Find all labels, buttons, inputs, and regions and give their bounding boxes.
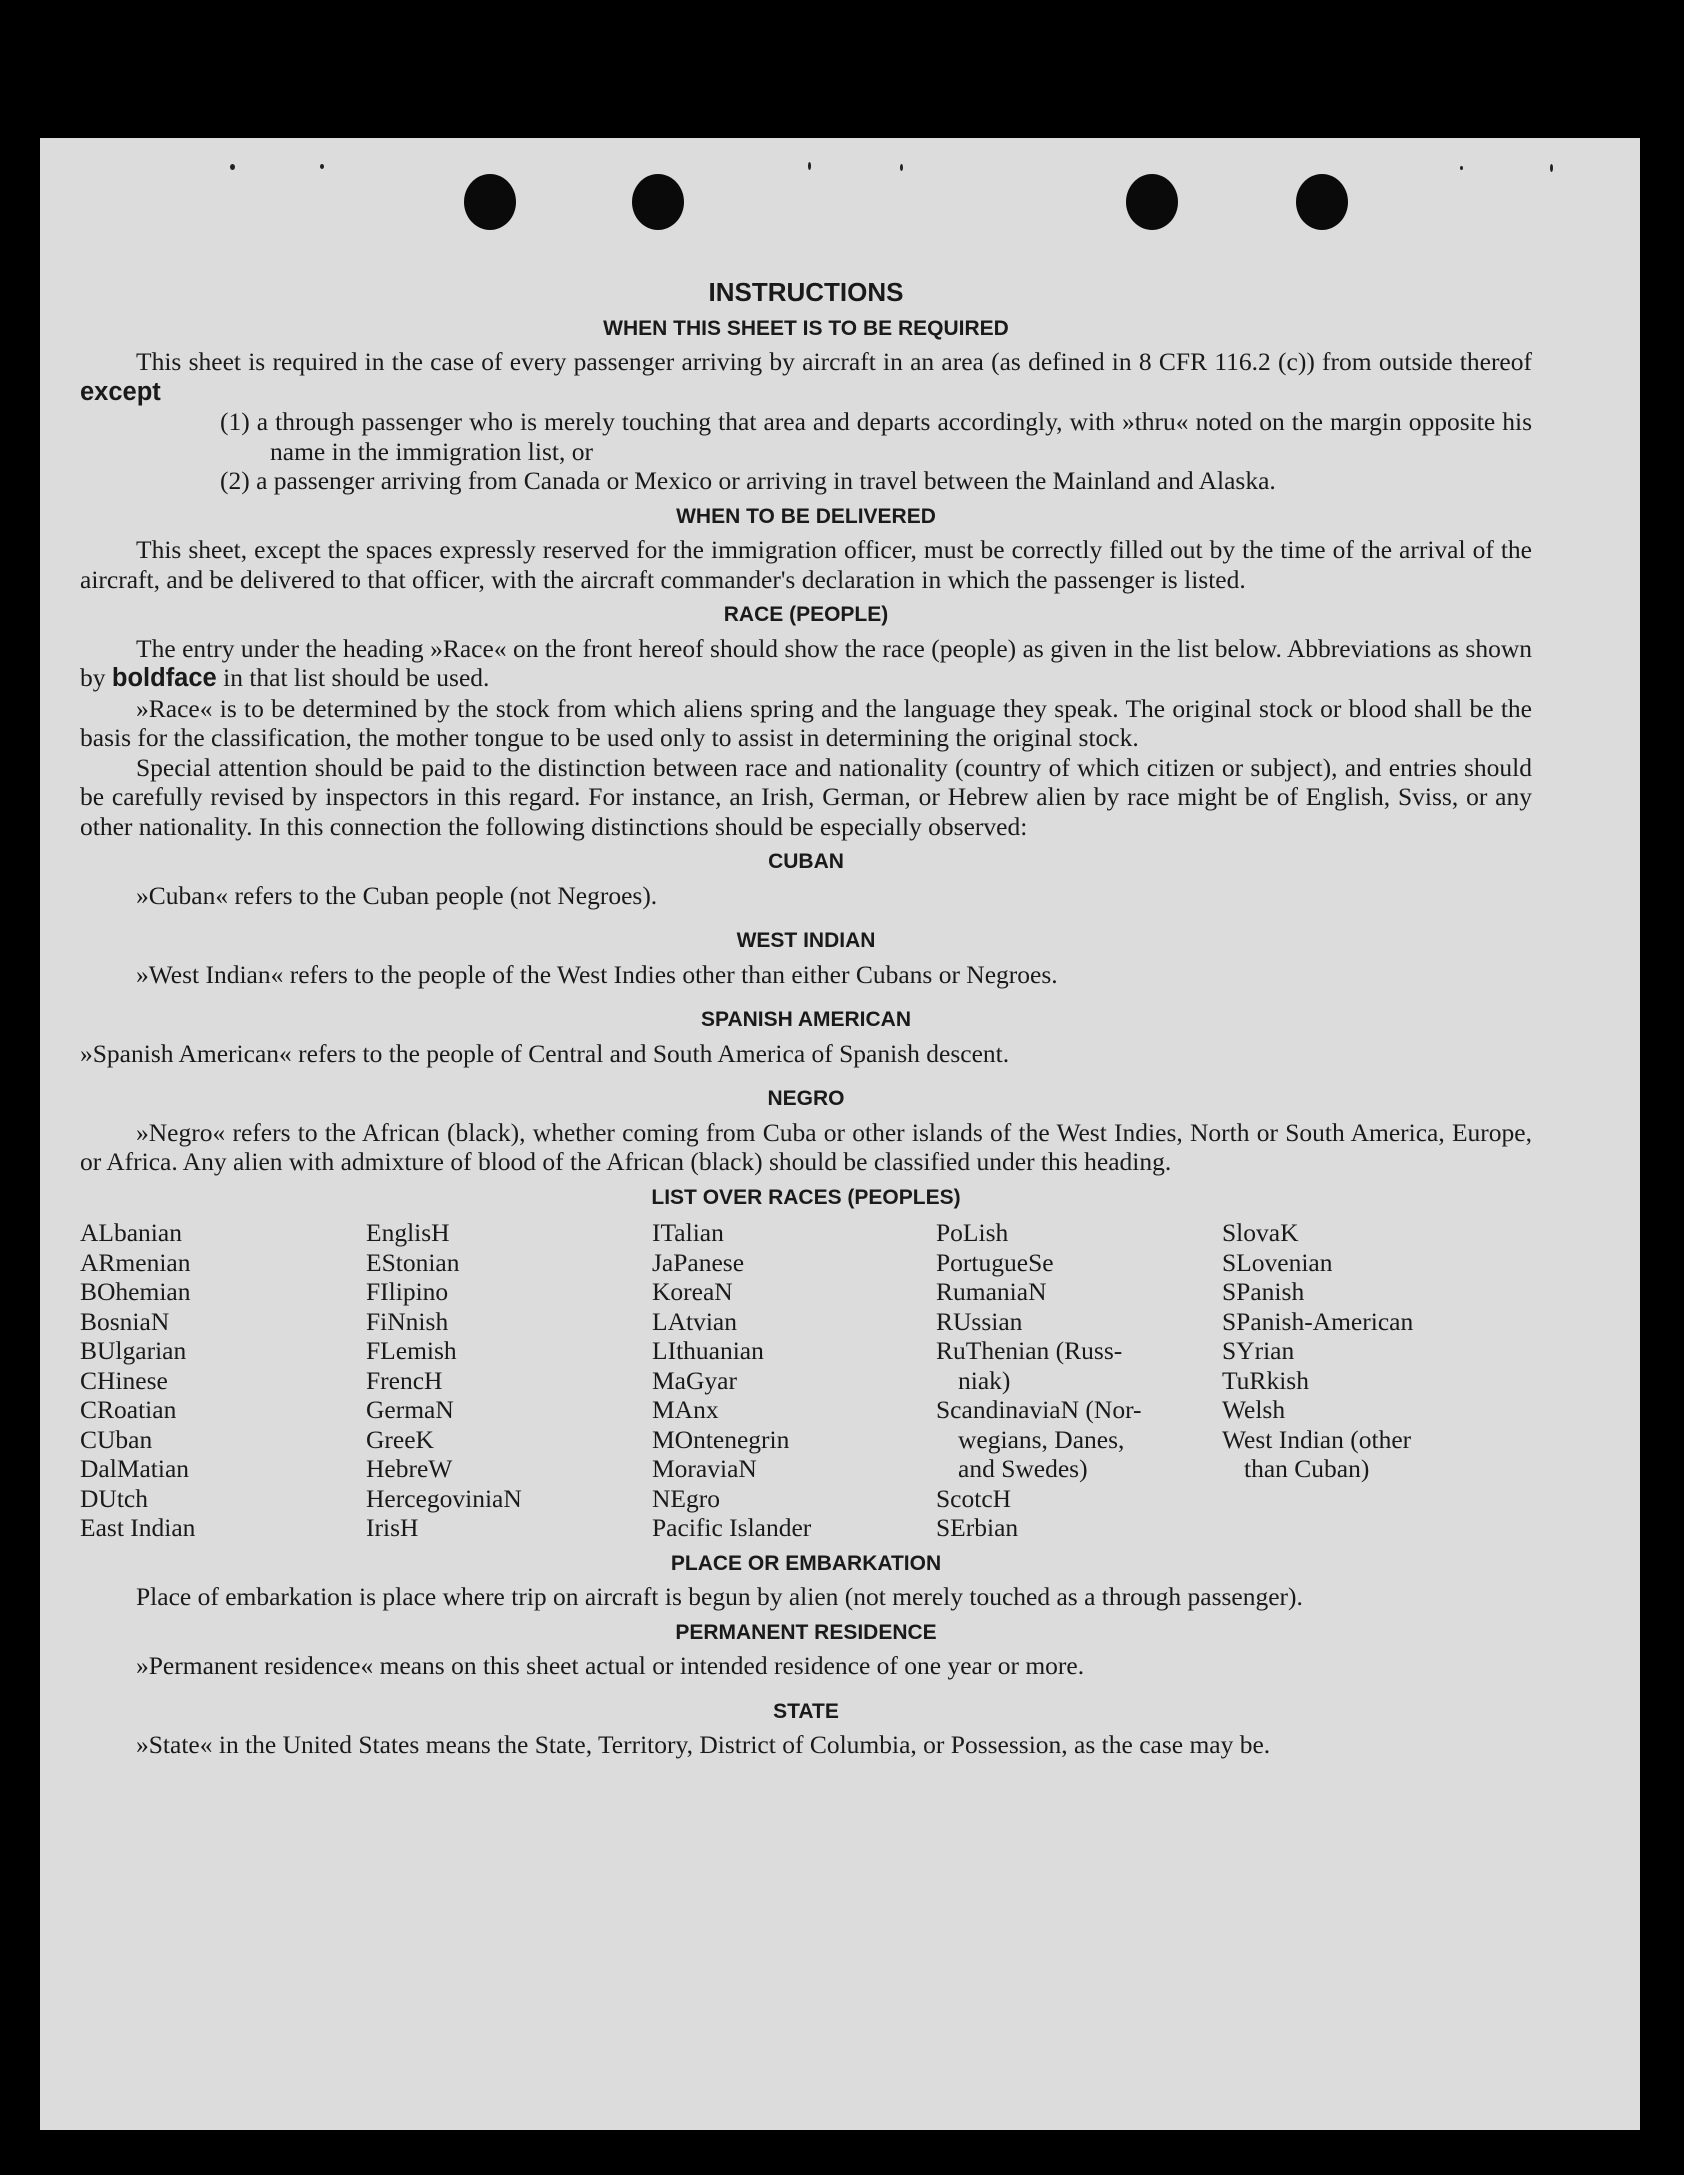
race-boldface-word: boldface (111, 664, 217, 692)
list-item: CHinese (80, 1365, 168, 1395)
races-column-2 (366, 1218, 652, 1543)
list-item: FLemish (366, 1336, 457, 1365)
section-heading-spanish-american: SPANISH AMERICAN (700, 1008, 911, 1031)
list-item: LIthuanian (652, 1336, 764, 1365)
list-item: KoreaN (652, 1277, 733, 1306)
list-item: ALbanian (80, 1218, 182, 1247)
list-item: FIlipino (366, 1277, 449, 1306)
list-item: JaPanese (652, 1247, 745, 1277)
paper-speck (1460, 166, 1463, 170)
list-item: RumaniaN (936, 1277, 1047, 1306)
spanish-american-text: »Spanish American« refers to the people of Central and South America of Spanish descent. (80, 1038, 1010, 1068)
punch-hole (1296, 174, 1348, 230)
state-text: »State« in the United States means the State, Territory, District of Columbia, or Possession, as the case may be. (136, 1730, 1271, 1759)
list-item: IrisH (366, 1513, 419, 1542)
list-item: MOntenegrin (652, 1424, 790, 1454)
paper-speck (320, 164, 324, 169)
punch-hole (632, 174, 684, 230)
section-heading-races-list: LIST OVER RACES (PEOPLES) (651, 1185, 961, 1209)
list-item: East Indian (80, 1513, 196, 1542)
list-item: CUban (80, 1424, 153, 1454)
instructions-content (80, 278, 1532, 1760)
list-item: niak) (958, 1365, 1011, 1395)
list-item: PortugueSe (936, 1247, 1054, 1277)
list-item: ITalian (652, 1218, 724, 1247)
required-intro: This sheet is required in the case of every passenger arriving by aircraft in an area (as defined in 8 CFR 116.2 (c)) from outside thereof except (80, 347, 1532, 406)
section-heading-cuban: CUBAN (768, 850, 844, 873)
required-intro-bold: except (80, 377, 161, 406)
list-item: SPanish-American (1222, 1306, 1414, 1336)
list-item: Welsh (1222, 1395, 1286, 1424)
required-item-2: (2) a passenger arriving from Canada or Mexico or arriving in travel between the Mainland and Alaska. (220, 466, 1276, 495)
section-heading-embarkation: PLACE OR EMBARKATION (670, 1551, 942, 1575)
section-heading-required: WHEN THIS SHEET IS TO BE REQUIRED (603, 316, 1009, 340)
section-heading-residence: PERMANENT RESIDENCE (675, 1620, 937, 1644)
list-item: ScandinaviaN (Nor- (936, 1395, 1142, 1424)
section-heading-race: RACE (PEOPLE) (723, 603, 889, 626)
list-item: FiNnish (366, 1306, 449, 1336)
west-indian-text: »West Indian« refers to the people of the West Indies other than either Cubans or Negroes. (136, 959, 1058, 989)
section-heading-negro: NEGRO (767, 1087, 845, 1110)
list-item: ScotcH (936, 1483, 1012, 1513)
list-item: DalMatian (80, 1454, 190, 1483)
list-item: GermaN (366, 1395, 454, 1424)
list-item: HebreW (366, 1454, 453, 1483)
paper-speck (230, 164, 235, 170)
list-item: LAtvian (652, 1306, 737, 1336)
list-item: MoraviaN (652, 1454, 757, 1483)
list-item: RUssian (936, 1306, 1023, 1336)
list-item: ARmenian (80, 1247, 191, 1277)
list-item: FrencH (366, 1365, 443, 1395)
cuban-text: »Cuban« refers to the Cuban people (not Negroes). (136, 880, 658, 910)
paper-speck (900, 164, 903, 171)
list-item: BUlgarian (80, 1336, 187, 1365)
races-column-1 (80, 1218, 366, 1543)
list-item: NEgro (652, 1483, 720, 1513)
section-heading-delivered: WHEN TO BE DELIVERED (676, 504, 936, 528)
section-heading-west-indian: WEST INDIAN (736, 929, 876, 952)
list-item: RuThenian (Russ- (936, 1336, 1123, 1365)
race-paragraph-1: The entry under the heading »Race« on the front hereof should show the race (people) as given in the list below. Abbreviations as shown by boldface in that list should be used. (80, 633, 1532, 692)
residence-text: »Permanent residence« means on this sheet actual or intended residence of one year or more. (136, 1651, 1085, 1680)
list-item: TuRkish (1222, 1365, 1309, 1395)
list-item: West Indian (other (1222, 1424, 1412, 1454)
list-item: PoLish (936, 1218, 1009, 1247)
list-item: EStonian (366, 1247, 460, 1277)
races-column-5 (1222, 1218, 1532, 1543)
page-title: INSTRUCTIONS (708, 277, 904, 307)
embarkation-text: Place of embarkation is place where trip on aircraft is begun by alien (not merely touched as a through passenger). (136, 1582, 1303, 1611)
delivered-text: This sheet, except the spaces expressly reserved for the immigration officer, must be correctly filled out by the time of the arrival of the aircraft, and be delivered to that officer, with the aircraft commander's declaration in which the passenger is listed. (80, 535, 1532, 594)
list-item: SlovaK (1222, 1218, 1299, 1247)
list-item: EnglisH (366, 1218, 450, 1247)
punch-hole (1126, 174, 1178, 230)
document-sheet (40, 138, 1640, 2130)
list-item: HercegoviniaN (366, 1483, 522, 1513)
list-item: GreeK (366, 1424, 434, 1454)
list-item: SErbian (936, 1513, 1019, 1542)
list-item: SLovenian (1222, 1247, 1333, 1277)
section-heading-state: STATE (773, 1699, 839, 1723)
list-item: CRoatian (80, 1395, 177, 1424)
list-item: DUtch (80, 1483, 148, 1513)
list-item: than Cuban) (1244, 1454, 1370, 1483)
paper-speck (1550, 164, 1553, 172)
list-item: BosniaN (80, 1306, 170, 1336)
punch-hole (464, 174, 516, 230)
list-item: MAnx (652, 1395, 719, 1424)
negro-text: »Negro« refers to the African (black), whether coming from Cuba or other islands of the West Indies, North or South America, Europe, or Africa. Any alien with admixture of blood of the African (black) should be classified under this heading. (80, 1117, 1532, 1176)
required-item-1: (1) a through passenger who is merely touching that area and departs accordingly, with »thru« noted on the margin opposite his name in the immigration list, or (220, 407, 1532, 466)
list-item: Pacific Islander (652, 1513, 812, 1542)
list-item: wegians, Danes, (958, 1424, 1125, 1454)
races-list (80, 1218, 1532, 1543)
paper-speck (808, 162, 811, 170)
races-column-3 (652, 1218, 936, 1543)
list-item: MaGyar (652, 1365, 737, 1395)
list-item: BOhemian (80, 1277, 191, 1306)
race-paragraph-3: Special attention should be paid to the distinction between race and nationality (country of which citizen or subject), and entries should be carefully revised by inspectors in this regard. For instance, an Irish, German, or Hebrew alien by race might be of English, Sviss, or any other nationality. In this connection the following distinctions should be especially observed: (80, 752, 1532, 841)
list-item: and Swedes) (958, 1454, 1088, 1483)
races-column-4 (936, 1218, 1222, 1543)
list-item: SPanish (1222, 1277, 1305, 1306)
race-paragraph-2: »Race« is to be determined by the stock from which aliens spring and the language they speak. The original stock or blood shall be the basis for the classification, the mother tongue to be used only to assist in determining the original stock. (80, 693, 1532, 752)
list-item: SYrian (1222, 1336, 1295, 1365)
